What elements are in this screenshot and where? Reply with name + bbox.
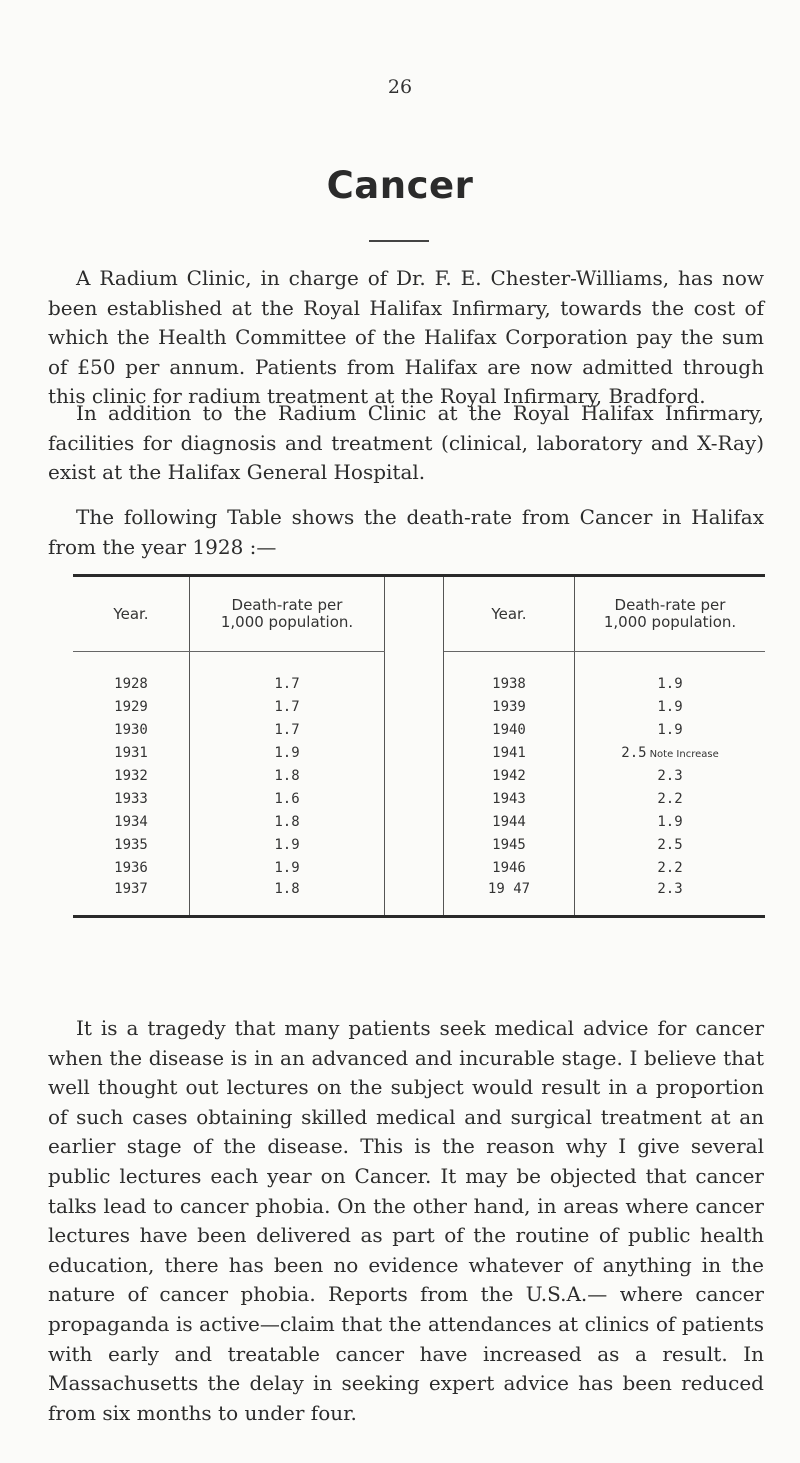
table-row: [73, 787, 765, 810]
year-cell-left: 1937: [73, 879, 190, 917]
gap-cell: [385, 810, 444, 833]
rate-cell-left: 1.7: [190, 718, 385, 741]
header-rate-left: Death-rate per 1,000 population.: [190, 576, 385, 652]
year-cell-left: 1933: [73, 787, 190, 810]
paragraph-table-intro: The following Table shows the death-rate from Cancer in Halifax from the year 1928 :—: [48, 505, 764, 559]
table-body: [73, 652, 765, 917]
year-cell-left: 1929: [73, 695, 190, 718]
table-row: [73, 833, 765, 856]
rate-cell-right: 2.3: [657, 767, 683, 784]
year-cell-left: 1930: [73, 718, 190, 741]
rate-cell-right: 2.3: [657, 881, 683, 897]
year-cell-right: 1940: [444, 718, 575, 741]
table-row: [73, 879, 765, 917]
rate-cell-left: 1.8: [190, 879, 385, 917]
rate-cell-left: 1.9: [190, 741, 385, 764]
rate-cell-left: 1.8: [190, 810, 385, 833]
gap-cell: [385, 672, 444, 695]
page-title: Cancer: [326, 164, 474, 207]
table-row: [73, 695, 765, 718]
year-cell-right: 1944: [444, 810, 575, 833]
note-increase-label: Note Increase: [649, 748, 719, 760]
rate-cell-left: 1.6: [190, 787, 385, 810]
year-cell-left: 1935: [73, 833, 190, 856]
paragraph-facilities: In addition to the Radium Clinic at the Royal Halifax Infirmary, facilities for diagnosis and treatment (clinical, laboratory and X-Ray) exist at the Halifax General Hospital.: [48, 401, 764, 484]
year-cell-right: 1946: [444, 856, 575, 879]
year-cell-left: 1934: [73, 810, 190, 833]
gap-cell: [385, 764, 444, 787]
rate-cell-right: 1.9: [657, 813, 683, 830]
gap-cell: [385, 741, 444, 764]
header-year-left: Year.: [73, 576, 190, 652]
table-header-row: [73, 576, 765, 652]
table-row: [73, 764, 765, 787]
paragraph-cancer-lectures: It is a tragedy that many patients seek medical advice for cancer when the disease is in an advanced and incurable stage. I believe that well thought out lectures on the subject would result in a proportion of such cases obtaining skilled medical and surgical treatment at an earlier stage of the disease. This is the reason why I give several public lectures each year on Cancer. It may be objected that cancer talks lead to cancer phobia. On the other hand, in areas where cancer lectures have been delivered as part of the routine of public health education, there has been no evidence whatever of anything in the nature of cancer phobia. Reports from the U.S.A.— where cancer propaganda is active—claim that the attendances at clinics of patients with early and treatable cancer have increased as a result. In Massachusetts the delay in seeking expert advice has been reduced from six months to under four.: [48, 1016, 764, 1425]
year-cell-right: 1941: [444, 741, 575, 764]
header-year-right: Year.: [444, 576, 575, 652]
header-gap: [385, 576, 444, 652]
rate-cell-left: 1.9: [190, 833, 385, 856]
rate-cell-right: 1.9: [657, 698, 683, 715]
table-row: [73, 856, 765, 879]
gap-cell: [385, 879, 444, 917]
year-cell-left: 1931: [73, 741, 190, 764]
page-number: 26: [387, 76, 413, 98]
title-underline: [369, 240, 429, 242]
year-cell-right: 1939: [444, 695, 575, 718]
gap-cell: [385, 856, 444, 879]
rate-cell-left: 1.7: [190, 695, 385, 718]
year-cell-right: 1943: [444, 787, 575, 810]
year-cell-left: 1932: [73, 764, 190, 787]
rate-cell-right: 1.9: [657, 721, 683, 738]
gap-cell: [385, 833, 444, 856]
rate-cell-left: 1.9: [190, 856, 385, 879]
year-cell-right: 19 47: [444, 879, 575, 917]
gap-cell: [385, 718, 444, 741]
header-rate-right: Death-rate per 1,000 population.: [575, 576, 766, 652]
year-cell-right: 1945: [444, 833, 575, 856]
rate-cell-left: 1.8: [190, 764, 385, 787]
paragraph-radium-clinic: A Radium Clinic, in charge of Dr. F. E. Chester-Williams, has now been established at the Royal Halifax Infirmary, towards the cost of which the Health Committee of the Halifax Corporation pay the sum of £50 per annum. Patients from Halifax are now admitted through this clinic for radium treatment at the Royal Infirmary, Bradford.: [48, 266, 764, 408]
table-row: [73, 672, 765, 695]
rate-cell-left: 1.7: [190, 672, 385, 695]
year-cell-right: 1938: [444, 672, 575, 695]
gap-cell: [385, 695, 444, 718]
cancer-death-rate-table: [73, 574, 765, 918]
gap-cell: [385, 787, 444, 810]
rate-cell-right: 2.5 Note Increase: [621, 744, 719, 761]
rate-cell-right: 1.9: [657, 675, 683, 692]
rate-cell-right: 2.5: [657, 836, 683, 853]
table-row: [73, 741, 765, 764]
table-row: [73, 810, 765, 833]
year-cell-right: 1942: [444, 764, 575, 787]
table-spacer-row: [73, 652, 765, 673]
year-cell-left: 1936: [73, 856, 190, 879]
rate-cell-right: 2.2: [657, 790, 683, 807]
table-row: [73, 718, 765, 741]
year-cell-left: 1928: [73, 672, 190, 695]
rate-cell-right: 2.2: [657, 859, 683, 876]
